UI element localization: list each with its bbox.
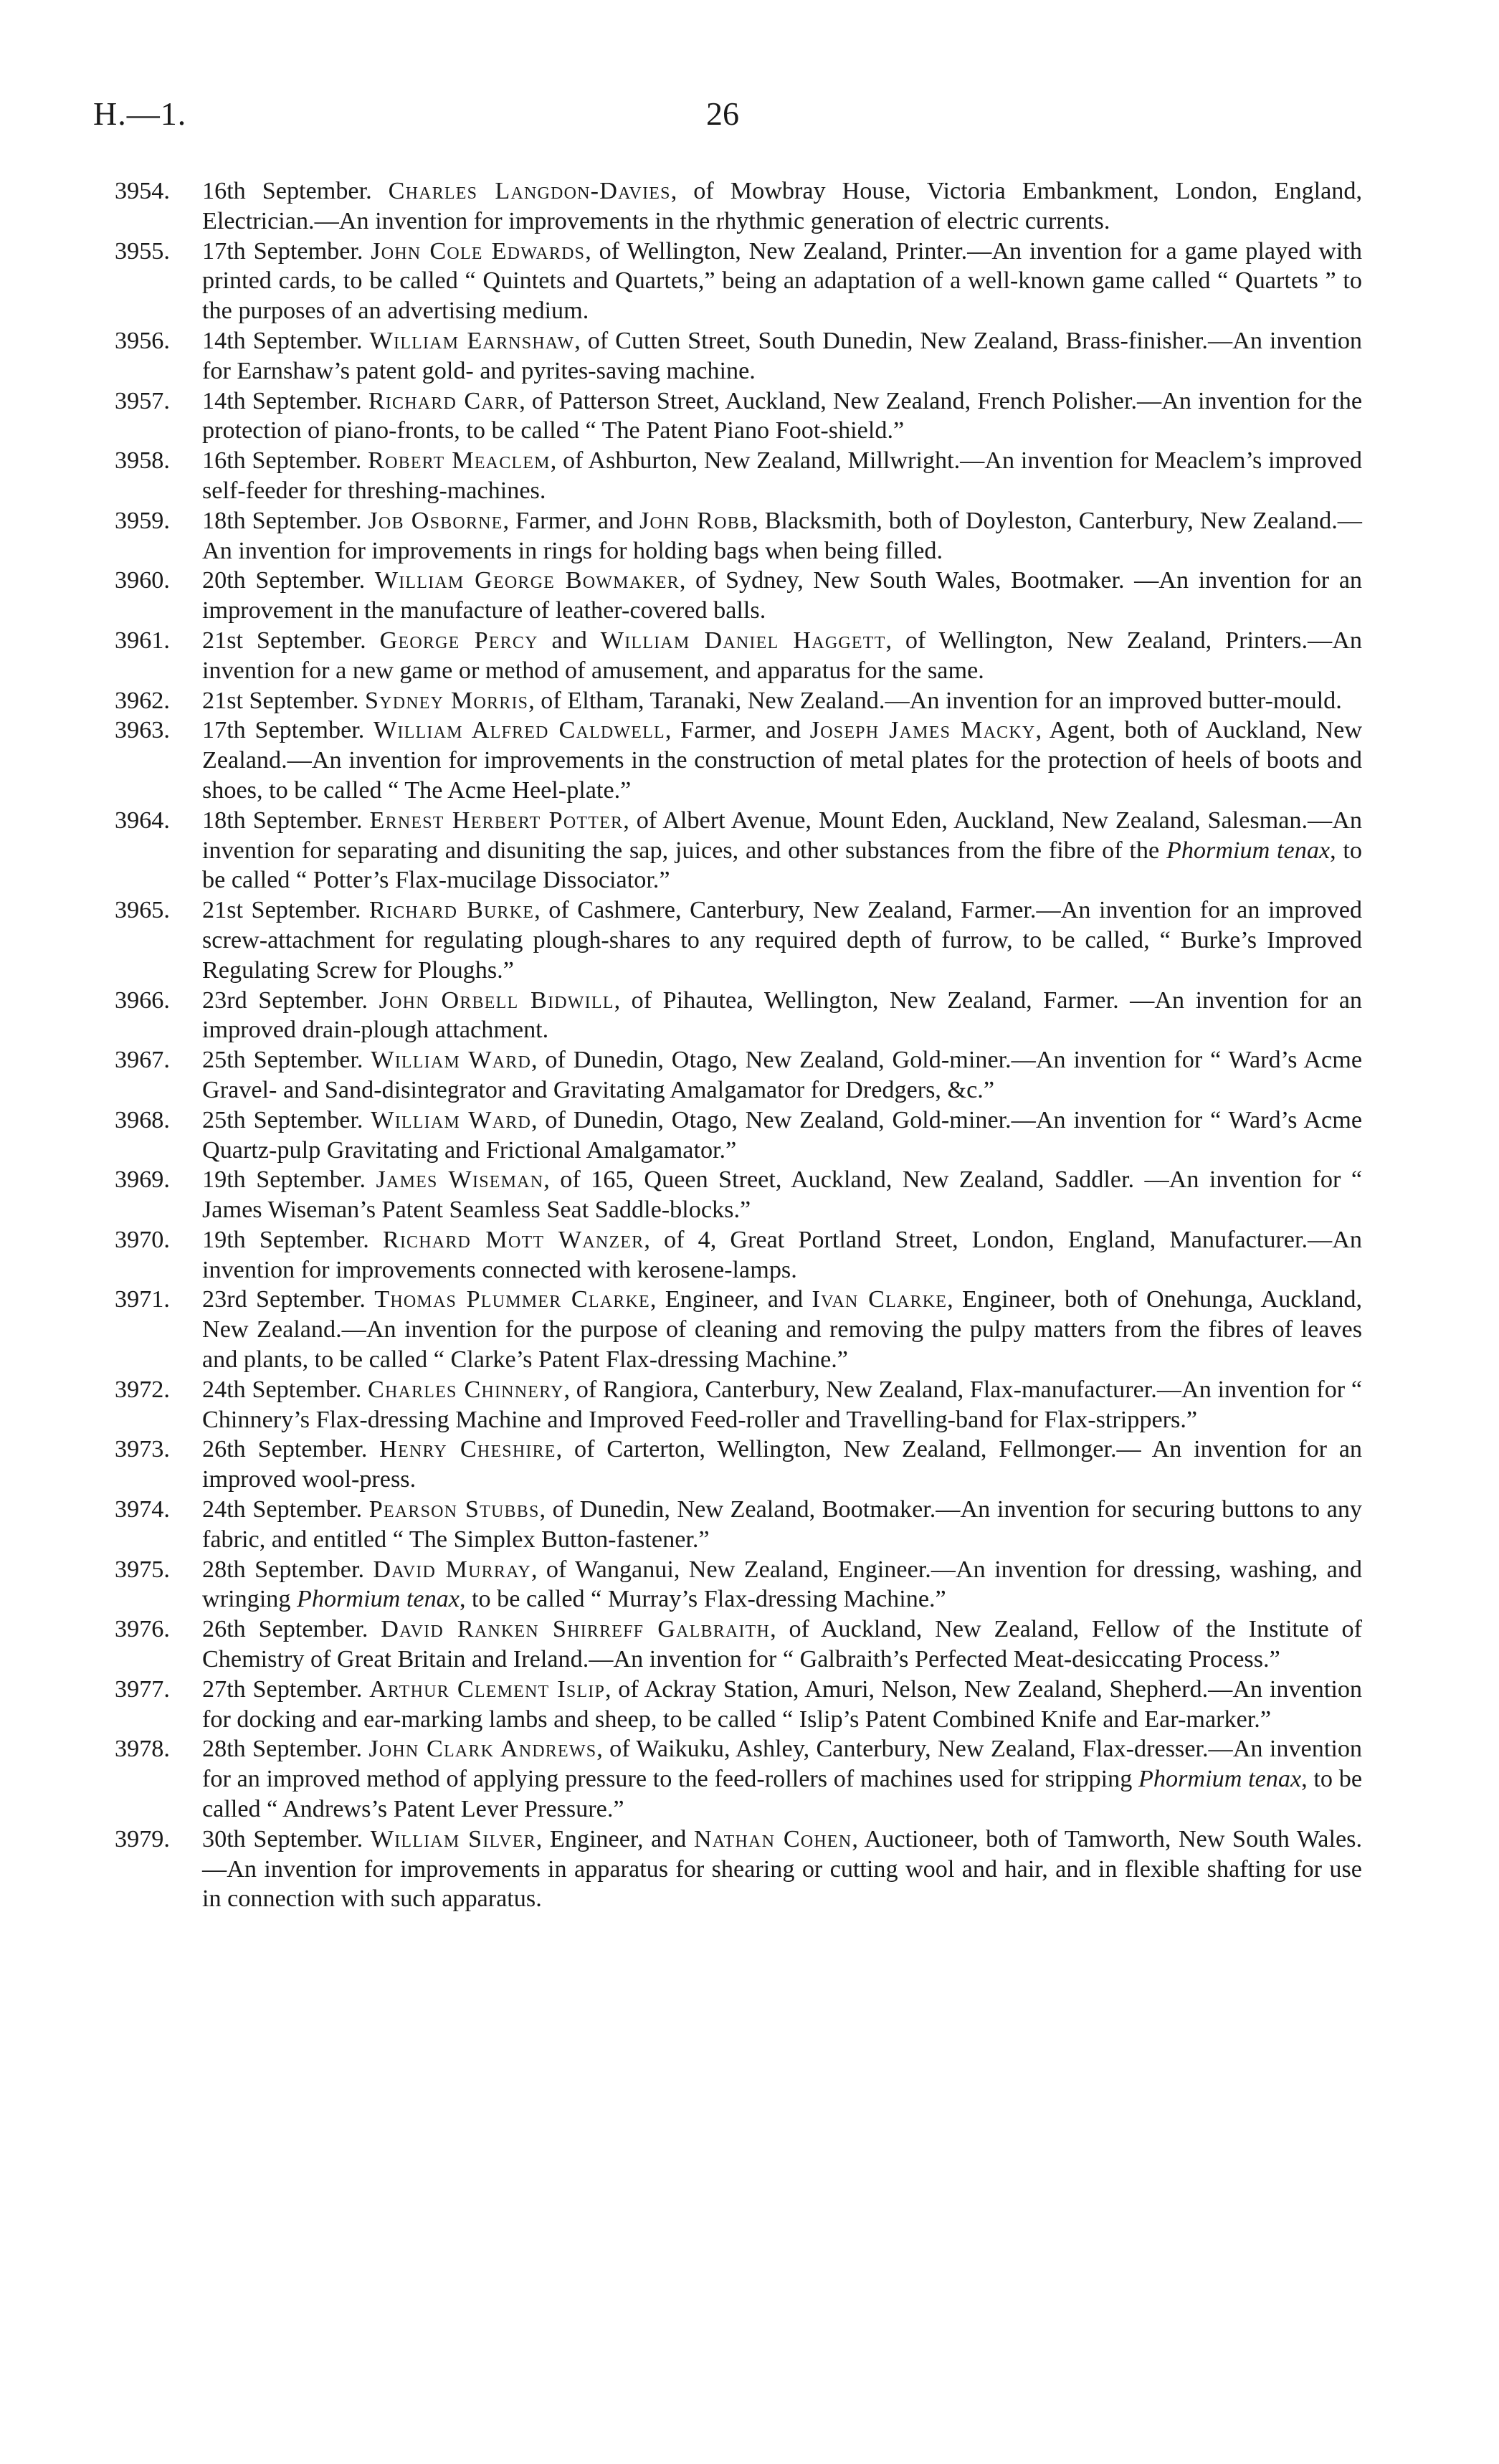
entry-date: 17th September. xyxy=(202,717,365,744)
entry-text: , Engineer, and xyxy=(536,1825,694,1852)
patent-entry xyxy=(115,1495,1362,1555)
entry-number: 3978. xyxy=(115,1736,170,1763)
entry-text-continued: , Auctioneer, both of Tamworth, New South Wales.—An invention for improvements in apparatus for shearing or cutting wool and hair, and in flexible shafting for use in connection with such apparatus. xyxy=(202,1825,1362,1913)
entry-date: 16th September. xyxy=(202,447,362,475)
applicant-name: John Cole Edwards xyxy=(371,237,586,265)
patent-entry xyxy=(115,686,1362,716)
patent-entry xyxy=(115,176,1362,237)
entry-text: , of Cashmere, Canterbury, New Zealand, Farmer.—An invention for an improved screw-attachment for regulating plough-shares to any required depth of furrow, to be called, “ Burke’s Improved Regulating Screw for Ploughs.” xyxy=(202,897,1362,984)
patent-entry xyxy=(115,1825,1362,1914)
species-name: Phormium tenax xyxy=(1138,1766,1302,1793)
patent-entry xyxy=(115,1555,1362,1615)
entry-date: 21st September. xyxy=(202,897,361,924)
patent-entry xyxy=(115,986,1362,1046)
entry-date: 25th September. xyxy=(202,1106,363,1133)
species-name: Phormium tenax xyxy=(297,1586,460,1613)
patent-entry xyxy=(115,446,1362,506)
entry-text-continued: , to be called “ Potter’s Flax-mucilage Dissociator.” xyxy=(202,837,1363,894)
entry-number: 3979. xyxy=(115,1825,170,1852)
entry-date: 18th September. xyxy=(202,507,362,534)
entry-number: 3958. xyxy=(115,447,170,475)
patent-entry xyxy=(115,1435,1362,1495)
entry-text-continued: , to be called “ Murray’s Flax-dressing Machine.” xyxy=(459,1586,946,1613)
patent-entry xyxy=(115,1675,1362,1735)
applicant-name: James Wiseman xyxy=(376,1166,544,1194)
entry-text: , of Wanganui, New Zealand, Engineer.—An invention for dressing, washing, and wringing xyxy=(202,1556,1362,1613)
patent-entry xyxy=(115,1614,1362,1675)
entry-number: 3954. xyxy=(115,178,170,204)
applicant-name: William Earnshaw xyxy=(369,327,575,354)
entry-number: 3977. xyxy=(115,1675,170,1703)
entry-text: , Engineer, and xyxy=(649,1286,812,1313)
entry-number: 3960. xyxy=(115,567,170,594)
applicant-name: Ernest Herbert Potter xyxy=(369,807,624,834)
entry-date: 24th September. xyxy=(202,1376,362,1403)
entry-date: 19th September. xyxy=(202,1226,369,1253)
patent-entry xyxy=(115,626,1362,686)
patent-entry xyxy=(115,1165,1362,1225)
entry-number: 3974. xyxy=(115,1496,170,1523)
entry-date: 24th September. xyxy=(202,1496,363,1523)
entry-date: 14th September. xyxy=(202,387,362,414)
page-number: 26 xyxy=(706,95,739,132)
entry-text: , of Sydney, New South Wales, Bootmaker. —An invention for an improvement in the manufacture of leather-covered balls. xyxy=(202,567,1362,624)
applicant-name: William George Bowmaker xyxy=(374,567,680,594)
applicant-name: William Ward xyxy=(371,1047,532,1074)
entry-text: , of Ashburton, New Zealand, Millwright.—An invention for Meaclem’s improved self-feeder for threshing-machines. xyxy=(202,447,1363,504)
entry-date: 23rd September. xyxy=(202,1286,366,1313)
entry-text: , of Dunedin, New Zealand, Bootmaker.—An invention for securing buttons to any fabric, and entitled “ The Simplex Button-fastener.” xyxy=(202,1496,1363,1553)
applicant-name: George Percy xyxy=(379,627,538,654)
entry-text: , Farmer, and xyxy=(503,507,639,534)
entry-text: , of Ackray Station, Amuri, Nelson, New Zealand, Shepherd.—An invention for docking and ear-marking lambs and sheep, to be called “ Islip’s Patent Combined Knife and Ear-marker.” xyxy=(202,1675,1363,1733)
patent-entry xyxy=(115,1045,1362,1105)
entry-date: 26th September. xyxy=(202,1616,368,1643)
entry-text: , of Cutten Street, South Dunedin, New Zealand, Brass-finisher.—An invention for Earnshaw’s patent gold- and pyrites-saving machine. xyxy=(202,327,1363,384)
entry-number: 3971. xyxy=(115,1286,170,1313)
applicant-name: William Silver xyxy=(370,1825,536,1852)
entry-number: 3968. xyxy=(115,1106,170,1133)
applicant-name: Richard Carr xyxy=(368,387,520,414)
entry-text: , of Patterson Street, Auckland, New Zealand, French Polisher.—An invention for the protection of piano-fronts, to be called “ The Patent Piano Foot-shield.” xyxy=(202,387,1363,444)
patent-entry xyxy=(115,895,1362,985)
entry-text: and xyxy=(538,627,601,654)
entry-text: , of Wellington, New Zealand, Printer.—An invention for a game played with printed cards, to be called “ Quintets and Quartets,” being an adaptation of a well-known game called “ Quartets ” to the purposes of an advertising medium. xyxy=(202,237,1362,325)
entry-number: 3962. xyxy=(115,687,170,714)
entry-number: 3964. xyxy=(115,807,170,834)
applicant-name: Sydney Morris xyxy=(364,687,529,714)
applicant-name: John Clark Andrews xyxy=(368,1736,597,1763)
patent-entry xyxy=(115,806,1362,895)
entry-number: 3970. xyxy=(115,1226,170,1253)
entry-date: 14th September. xyxy=(202,327,363,354)
applicant-name-2: William Daniel Haggett xyxy=(600,627,886,654)
species-name: Phormium tenax xyxy=(1166,837,1331,864)
patent-entry xyxy=(115,506,1362,566)
entry-number: 3976. xyxy=(115,1616,170,1643)
applicant-name: Thomas Plummer Clarke xyxy=(374,1286,650,1313)
applicant-name: William Ward xyxy=(371,1106,532,1133)
entry-date: 16th September. xyxy=(202,178,372,204)
applicant-name: John Orbell Bidwill xyxy=(379,986,614,1014)
entry-text: , of 4, Great Portland Street, London, England, Manufacturer.—An invention for improvements connected with kerosene-lamps. xyxy=(202,1226,1362,1283)
patent-entry xyxy=(115,1225,1362,1285)
page-header-reference: H.—1. xyxy=(93,95,187,132)
entry-text: , of Rangiora, Canterbury, New Zealand, Flax-manufacturer.—An invention for “ Chinnery’s Flax-dressing Machine and Improved Feed-roller and Travelling-band for Flax-strippers.” xyxy=(202,1376,1363,1433)
entry-text: , of Mowbray House, Victoria Embankment, London, England, Electrician.—An invention for improvements in the rhythmic generation of electric currents. xyxy=(202,178,1363,234)
entry-number: 3966. xyxy=(115,986,170,1014)
patent-entry xyxy=(115,566,1362,626)
entry-number: 3975. xyxy=(115,1556,170,1583)
applicant-name: Richard Burke xyxy=(369,897,535,924)
patent-entry xyxy=(115,1285,1362,1374)
entry-date: 26th September. xyxy=(202,1436,368,1463)
patent-entry xyxy=(115,237,1362,326)
applicant-name-2: Joseph James Macky xyxy=(809,717,1036,744)
patent-entry xyxy=(115,1375,1362,1435)
entry-date: 18th September. xyxy=(202,807,363,834)
applicant-name: Charles Langdon-Davies xyxy=(388,178,671,204)
patent-entries-list xyxy=(115,176,1362,1914)
applicant-name: Arthur Clement Islip xyxy=(369,1675,606,1703)
entry-number: 3969. xyxy=(115,1166,170,1194)
applicant-name: Richard Mott Wanzer xyxy=(382,1226,644,1253)
applicant-name-2: Nathan Cohen xyxy=(693,1825,852,1852)
entry-text: , of Carterton, Wellington, New Zealand, Fellmonger.— An invention for an improved wool-press. xyxy=(202,1436,1363,1493)
entry-number: 3967. xyxy=(115,1047,170,1074)
entry-number: 3959. xyxy=(115,507,170,534)
entry-text: , of Dunedin, Otago, New Zealand, Gold-miner.—An invention for “ Ward’s Acme Gravel- and Sand-disintegrator and Gravitating Amalgamator for Dredgers, &c.” xyxy=(202,1047,1362,1103)
applicant-name-2: John Robb xyxy=(639,507,753,534)
patent-entry xyxy=(115,715,1362,805)
entry-date: 25th September. xyxy=(202,1047,363,1074)
entry-number: 3957. xyxy=(115,387,170,414)
entry-text: , of Dunedin, Otago, New Zealand, Gold-miner.—An invention for “ Ward’s Acme Quartz-pulp Gravitating and Frictional Amalgamator.” xyxy=(202,1106,1362,1164)
entry-date: 28th September. xyxy=(202,1556,365,1583)
entry-text-continued: , Blacksmith, both of Doyleston, Canterbury, New Zealand.—An invention for improvements in rings for holding bags when being filled. xyxy=(202,507,1362,564)
entry-text-continued: , Agent, both of Auckland, New Zealand.—An invention for improvements in the construction of metal plates for the protection of heels of boots and shoes, to be called “ The Acme Heel-plate.” xyxy=(202,717,1363,804)
patent-entry xyxy=(115,1734,1362,1824)
entry-date: 30th September. xyxy=(202,1825,363,1852)
entry-text: , Farmer, and xyxy=(665,717,810,744)
entry-date: 17th September. xyxy=(202,237,363,265)
entry-number: 3973. xyxy=(115,1436,170,1463)
entry-text: , of Eltham, Taranaki, New Zealand.—An invention for an improved butter-mould. xyxy=(528,687,1342,714)
entry-date: 27th September. xyxy=(202,1675,363,1703)
entry-text: , of Auckland, New Zealand, Fellow of the Institute of Chemistry of Great Britain and Ireland.—An invention for “ Galbraith’s Perfected Meat-desiccating Process.” xyxy=(202,1616,1363,1673)
entry-text-continued: , to be called “ Andrews’s Patent Lever Pressure.” xyxy=(202,1766,1362,1823)
entry-text: , of 165, Queen Street, Auckland, New Zealand, Saddler. —An invention for “ James Wiseman’s Patent Seamless Seat Saddle-blocks.” xyxy=(202,1166,1362,1224)
entry-number: 3961. xyxy=(115,627,170,654)
applicant-name: Henry Cheshire xyxy=(379,1436,556,1463)
entry-text: , of Pihautea, Wellington, New Zealand, Farmer. —An invention for an improved drain-plough attachment. xyxy=(202,986,1363,1044)
entry-number: 3965. xyxy=(115,897,170,924)
entry-date: 28th September. xyxy=(202,1736,362,1763)
patent-entry xyxy=(115,326,1362,386)
entry-text: , of Albert Avenue, Mount Eden, Auckland, New Zealand, Salesman.—An invention for separating and disuniting the sap, juices, and other substances from the fibre of the xyxy=(202,807,1363,864)
entry-date: 21st September. xyxy=(202,627,366,654)
patent-entry xyxy=(115,386,1362,447)
applicant-name: Robert Meaclem xyxy=(368,447,551,475)
entry-text-continued: , of Wellington, New Zealand, Printers.—An invention for a new game or method of amusement, and apparatus for the same. xyxy=(202,627,1362,684)
patent-entry xyxy=(115,1105,1362,1166)
entry-number: 3963. xyxy=(115,717,170,744)
entry-text-continued: , Engineer, both of Onehunga, Auckland, New Zealand.—An invention for the purpose of cleaning and removing the pulpy matters from the fibres of leaves and plants, to be called “ Clarke’s Patent Flax-dressing Machine.” xyxy=(202,1286,1362,1374)
entry-number: 3956. xyxy=(115,327,170,354)
entry-date: 20th September. xyxy=(202,567,366,594)
entry-date: 19th September. xyxy=(202,1166,366,1194)
entry-date: 23rd September. xyxy=(202,986,368,1014)
entry-number: 3972. xyxy=(115,1376,170,1403)
entry-date: 21st September. xyxy=(202,687,359,714)
applicant-name-2: Ivan Clarke xyxy=(812,1286,948,1313)
applicant-name: David Murray xyxy=(373,1556,531,1583)
applicant-name: Job Osborne xyxy=(368,507,503,534)
entry-number: 3955. xyxy=(115,237,170,265)
applicant-name: Charles Chinnery xyxy=(368,1376,564,1403)
applicant-name: William Alfred Caldwell xyxy=(373,717,665,744)
applicant-name: David Ranken Shirreff Galbraith xyxy=(381,1616,771,1643)
entry-text: , of Waikuku, Ashley, Canterbury, New Zealand, Flax-dresser.—An invention for an improved method of applying pressure to the feed-rollers of machines used for stripping xyxy=(202,1736,1363,1793)
applicant-name: Pearson Stubbs xyxy=(368,1496,540,1523)
